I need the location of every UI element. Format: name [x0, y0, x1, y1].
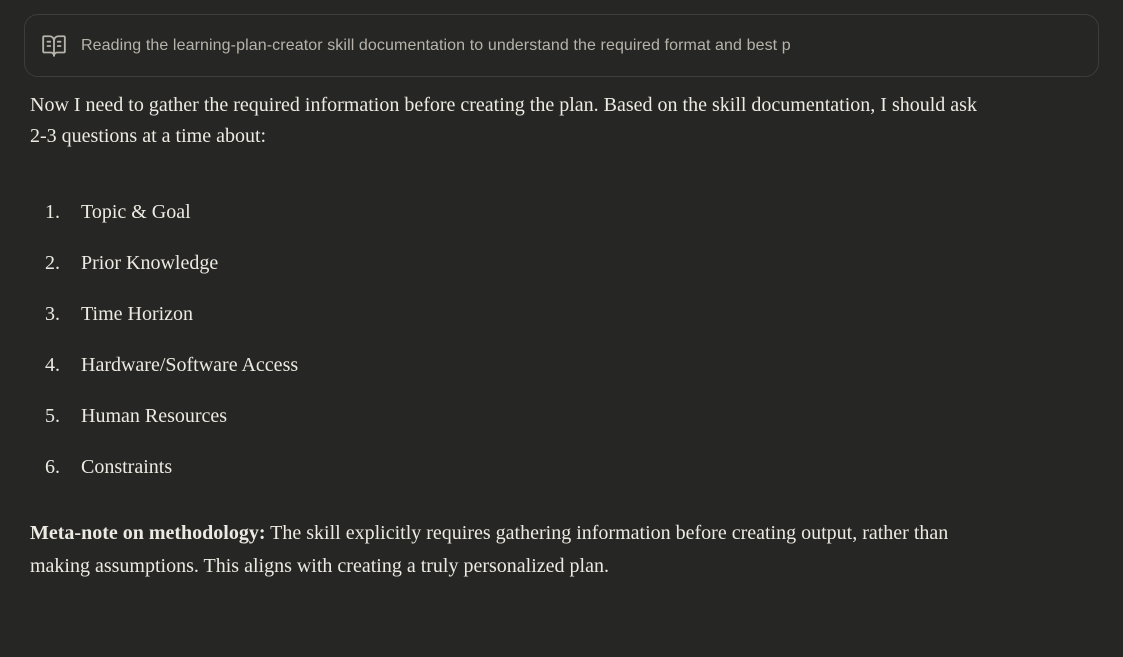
- list-item-number: 1.: [45, 201, 60, 223]
- list-item-label: Human Resources: [81, 405, 228, 427]
- list-item-label: Constraints: [81, 456, 173, 478]
- list-item-number: 3.: [45, 303, 60, 325]
- question-topics-list: [30, 197, 1099, 483]
- list-item-number: 2.: [45, 252, 60, 274]
- list-item-number: 4.: [45, 354, 60, 376]
- list-item: [30, 401, 1099, 432]
- list-item-number: 5.: [45, 405, 60, 427]
- list-item-label: Topic & Goal: [81, 201, 191, 223]
- meta-note-label: Meta-note on methodology:: [30, 522, 266, 544]
- tool-use-banner[interactable]: [24, 14, 1099, 77]
- list-item: [30, 299, 1099, 330]
- chat-message-area: [0, 14, 1123, 583]
- list-item-label: Prior Knowledge: [81, 252, 219, 274]
- message-intro-paragraph: Now I need to gather the required information before creating the plan. Based on the skill documentation, I should ask 2-3 questions at a time about:: [30, 94, 977, 147]
- open-book-icon: [41, 33, 67, 59]
- list-item-label: Time Horizon: [81, 303, 194, 325]
- list-item: [30, 452, 1099, 483]
- assistant-message: [30, 90, 1099, 583]
- list-item-number: 6.: [45, 456, 60, 478]
- meta-note-paragraph: [30, 517, 995, 583]
- meta-note-text: The skill explicitly requires gathering information before creating output, rather than making assumptions. This aligns with creating a truly personalized plan.: [30, 522, 949, 577]
- list-item-label: Hardware/Software Access: [81, 354, 299, 376]
- list-item: [30, 248, 1099, 279]
- list-item: [30, 197, 1099, 228]
- tool-banner-label: Reading the learning-plan-creator skill documentation to understand the required format and best p: [81, 36, 791, 54]
- list-item: [30, 350, 1099, 381]
